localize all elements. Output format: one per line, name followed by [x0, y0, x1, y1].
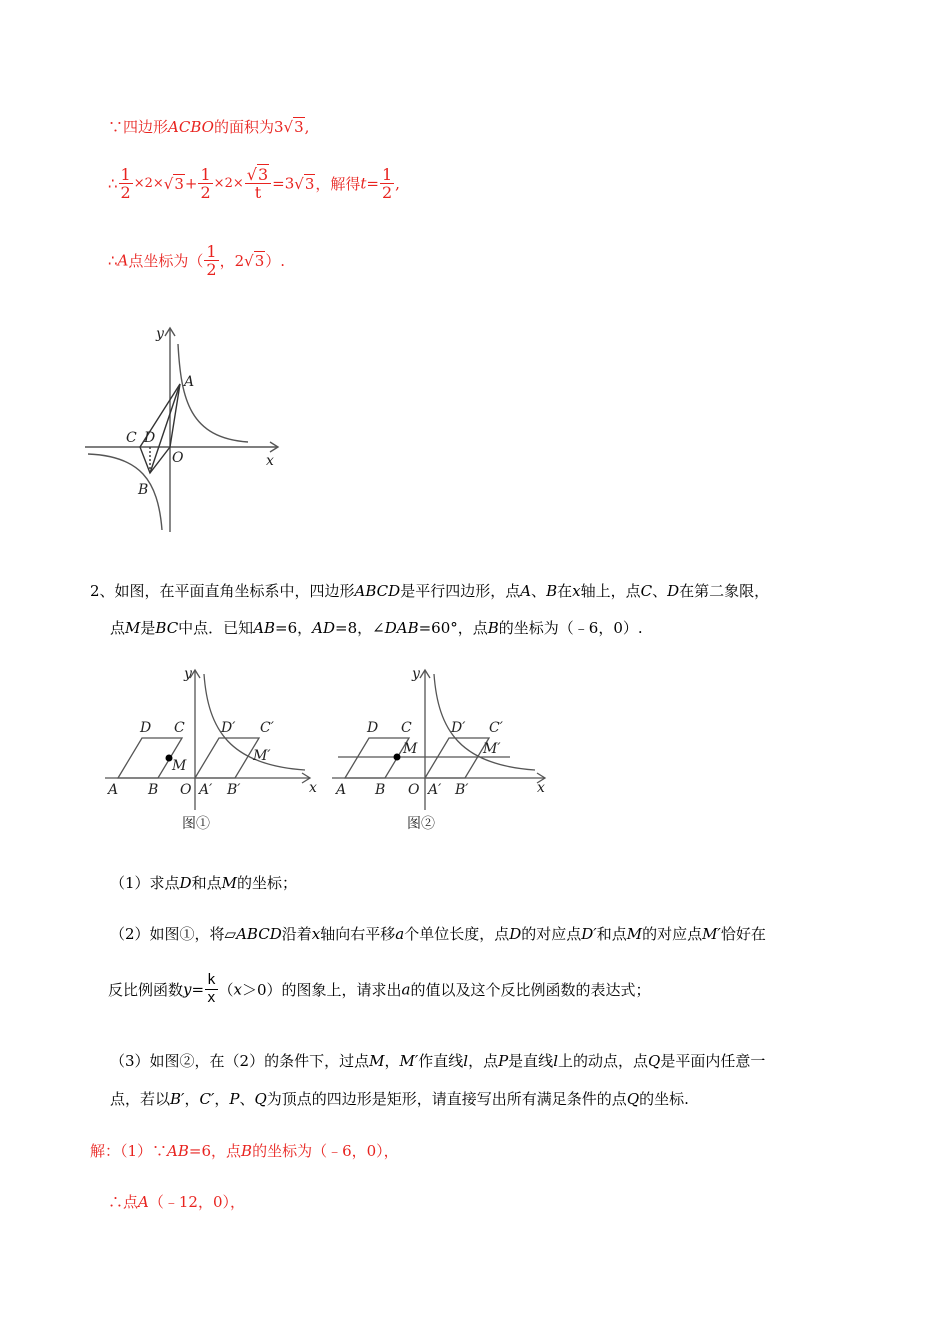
p2-label-y: y	[412, 666, 420, 682]
problem2-line-1: 2、如图，在平面直角坐标系中，四边形ABCD是平行四边形，点A、B在x轴上，点C、D在第二象限，	[90, 582, 770, 600]
p1-label-bp: B′	[227, 782, 241, 798]
p1-label-a: A	[108, 782, 119, 798]
question-3-line-2: 点，若以B′，C′，P、Q为顶点的四边形是矩形，请直接写出所有满足条件的点Q的坐标.	[110, 1090, 689, 1108]
p2-label-m: M	[403, 741, 418, 757]
panel2-point-m	[394, 754, 401, 761]
p1-label-mp: M′	[253, 748, 271, 764]
fraction: $\frac{1}{2}$	[381, 165, 393, 202]
p2-label-dp: D′	[451, 720, 466, 736]
p2-label-o: O	[408, 782, 420, 798]
fraction: $\frac{1}{2}$	[200, 165, 211, 202]
p2-label-cp: C′	[489, 720, 503, 736]
p2-label-bp: B′	[455, 782, 469, 798]
p1-label-x: x	[309, 780, 317, 796]
caption-figure-2: 图②	[407, 816, 435, 832]
p1-label-dp: D′	[221, 720, 236, 736]
solution-line-3: ∴A点坐标为（ $\frac{1}{2}$ ，2√3）.	[108, 242, 286, 279]
p2-label-x: x	[537, 780, 545, 796]
solution-line-1: ∵四边形ACBO的面积为3√3,	[108, 118, 310, 136]
caption-figure-1: 图①	[182, 816, 210, 832]
fraction: $\frac{√3}{t}$	[245, 166, 271, 201]
label-a: A	[184, 374, 195, 390]
p2-label-a: A	[336, 782, 347, 798]
label-y: y	[156, 326, 164, 342]
question-1: （1）求点D和点M的坐标；	[110, 874, 297, 892]
because-symbol: ∵	[108, 118, 124, 136]
label-d: D	[144, 430, 156, 446]
fraction: $\frac{1}{2}$	[206, 242, 217, 279]
question-3-line-1: （3）如图②，在（2）的条件下，过点M，M′作直线l，点P是直线l上的动点，点Q是平面内任意一	[110, 1052, 766, 1070]
p1-label-b: B	[148, 782, 159, 798]
p2-label-ap: A′	[428, 782, 442, 798]
answer-line-1: 解：（1）∵AB=6，点B的坐标为（﹣6，0），	[90, 1142, 399, 1160]
p1-label-y: y	[184, 666, 192, 682]
p2-label-c: C	[401, 720, 412, 736]
p1-label-d: D	[140, 720, 152, 736]
solution-line-2: ∴ $\frac{1}{2}$ ×2×√3+ $\frac{1}{2}$ ×2× $\frac{√3}{t}$ =3√3，解得t= $\frac{1}{2}$ ,	[108, 165, 400, 202]
answer-line-2: ∴点A（﹣12，0），	[108, 1193, 245, 1211]
label-b: B	[138, 482, 149, 498]
sqrt: √3	[283, 118, 304, 136]
p2-label-d: D	[367, 720, 379, 736]
p1-label-o: O	[180, 782, 192, 798]
hyperbola-branch-1	[178, 344, 248, 442]
panel2-abcd-shifted	[425, 738, 489, 778]
problem2-line-2: 点M是BC中点．已知AB=6，AD=8，∠DAB=60°，点B的坐标为（﹣6，0）.	[110, 619, 643, 637]
p2-label-mp: M′	[483, 741, 501, 757]
figure-1-hyperbola	[80, 320, 290, 540]
hyperbola-branch-2	[88, 454, 162, 530]
p2-label-b: B	[375, 782, 386, 798]
question-2-line-1: （2）如图①，将▱ABCD沿着x轴向右平移a个单位长度，点D的对应点D′和点M的对应点M′恰好在	[110, 925, 766, 943]
figure-2-parallelograms	[100, 660, 560, 835]
label-x: x	[266, 453, 274, 469]
question-2-line-2: 反比例函数y= $\frac{k}{x}$ （x＞0）的图象上，请求出a的值以及这个反比例函数的表达式；	[108, 972, 651, 1006]
p1-label-m: M	[172, 758, 187, 774]
p1-label-c: C	[174, 720, 185, 736]
label-o: O	[172, 450, 184, 466]
fraction-k-over-x: $\frac{k}{x}$	[207, 972, 216, 1006]
label-c: C	[126, 430, 137, 446]
p1-label-ap: A′	[199, 782, 213, 798]
fraction: $\frac{1}{2}$	[120, 165, 131, 202]
p1-label-cp: C′	[260, 720, 274, 736]
panel1-abcd-shifted	[195, 738, 259, 778]
